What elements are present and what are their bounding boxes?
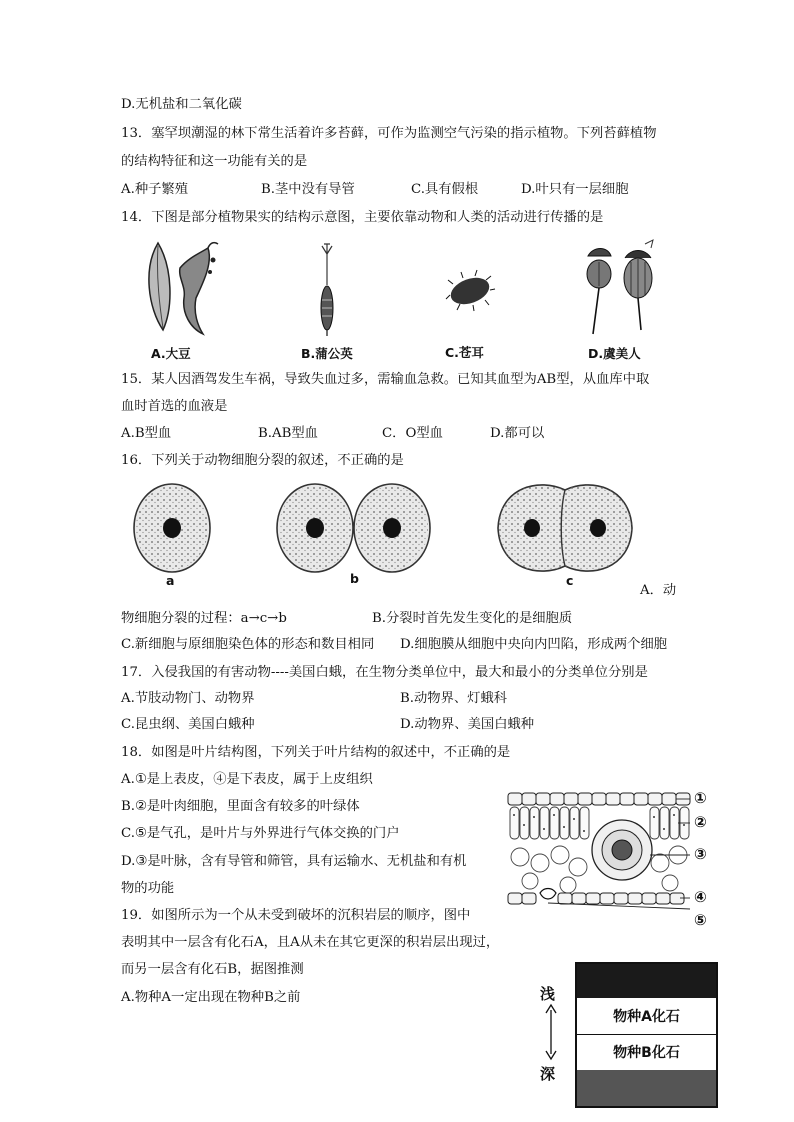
q13-option-d: D.叶只有一层细胞 [521, 182, 629, 197]
q15-option-d: D.都可以 [490, 426, 545, 441]
leaf-label-1: ① [694, 789, 707, 807]
q13-option-b: B.茎中没有导管 [261, 182, 355, 197]
q13-option-c: C.具有假根 [411, 182, 479, 197]
q12-option-d: D.无机盐和二氧化碳 [121, 97, 242, 112]
q15-option-a: A.B型血 [121, 426, 172, 441]
leaf-label-2: ② [694, 813, 707, 831]
stratum-fossil-b [577, 1034, 716, 1070]
q17-option-b: B.动物界、灯蛾科 [400, 691, 508, 706]
q19-stem-line2: 表明其中一层含有化石A，且A从未在其它更深的积岩层出现过， [121, 935, 500, 950]
cocklebur-figure [445, 270, 495, 312]
leaf-cross-section-figure [500, 785, 725, 920]
stratum-fossil-a [577, 998, 716, 1035]
stratum-top [577, 964, 716, 998]
q16-option-d: D.细胞膜从细胞中央向内凹陷，形成两个细胞 [400, 637, 668, 652]
stratum-fossil-a-label: 物种A化石 [613, 1009, 680, 1025]
stratum-bottom [577, 1070, 716, 1106]
q13-stem-line1: 13．塞罕坝潮湿的林下常生活着许多苔藓，可作为监测空气污染的指示植物。下列苔藓植物 [121, 126, 657, 141]
rock-strata-figure [575, 962, 718, 1108]
dandelion-seed-figure [312, 240, 342, 340]
stratum-fossil-b-label: 物种B化石 [613, 1045, 680, 1061]
q15-option-c: C．O型血 [382, 426, 443, 441]
q15-stem-line2: 血时首选的血液是 [121, 399, 228, 414]
soybean-figure [138, 238, 228, 338]
q18-option-a: A.①是上表皮，④是下表皮，属于上皮组织 [121, 772, 373, 787]
q15-option-b: B.AB型血 [258, 426, 318, 441]
cell-division-figure [120, 480, 640, 590]
q18-stem: 18．如图是叶片结构图，下列关于叶片结构的叙述中，不正确的是 [121, 745, 511, 760]
q16-option-c: C.新细胞与原细胞染色体的形态和数目相同 [121, 637, 375, 652]
q16-fig-label-a: a [166, 573, 175, 588]
poppy-capsule-figure [583, 238, 663, 338]
q17-option-c: C.昆虫纲、美国白蛾种 [121, 717, 255, 732]
q19-stem-line3: 而另一层含有化石B，据图推测 [121, 962, 304, 977]
q16-fig-label-b: b [350, 571, 359, 586]
leaf-label-4: ④ [694, 888, 707, 906]
q16-option-a-part1: A．动 [640, 583, 677, 598]
depth-arrow-icon [545, 1004, 557, 1060]
q14-stem: 14．下图是部分植物果实的结构示意图，主要依靠动物和人类的活动进行传播的是 [121, 210, 604, 225]
q18-option-b: B.②是叶肉细胞，里面含有较多的叶绿体 [121, 799, 360, 814]
q18-option-d-line2: 物的功能 [121, 881, 175, 896]
depth-label-deep: 深 [540, 1065, 556, 1083]
q18-option-d-line1: D.③是叶脉，含有导管和筛管，具有运输水、无机盐和有机 [121, 854, 467, 869]
q14-caption-d: D.虞美人 [588, 346, 641, 361]
q16-option-b: B.分裂时首先发生变化的是细胞质 [372, 611, 573, 626]
q18-option-c: C.⑤是气孔，是叶片与外界进行气体交换的门户 [121, 826, 400, 841]
q13-stem-line2: 的结构特征和这一功能有关的是 [121, 154, 308, 169]
q15-stem-line1: 15．某人因酒驾发生车祸，导致失血过多，需输血急救。已知其血型为AB型，从血库中取 [121, 372, 650, 387]
q14-caption-a: A.大豆 [151, 346, 191, 361]
leaf-label-3: ③ [694, 845, 707, 863]
q14-caption-b: B.蒲公英 [301, 346, 353, 361]
q19-stem-line1: 19．如图所示为一个从未受到破坏的沉积岩层的顺序，图中 [121, 908, 471, 923]
leaf-label-5: ⑤ [694, 911, 707, 929]
q17-stem: 17．入侵我国的有害动物----美国白蛾，在生物分类单位中，最大和最小的分类单位分别是 [121, 665, 648, 680]
q16-stem: 16．下列关于动物细胞分裂的叙述，不正确的是 [121, 453, 404, 468]
q16-fig-label-c: c [566, 573, 574, 588]
q14-caption-c: C.苍耳 [445, 345, 484, 360]
q19-option-a: A.物种A一定出现在物种B之前 [121, 990, 301, 1005]
q17-option-d: D.动物界、美国白蛾种 [400, 717, 535, 732]
q16-option-a-part2: 物细胞分裂的过程：a→c→b [121, 611, 287, 626]
q13-option-a: A.种子繁殖 [121, 182, 189, 197]
q17-option-a: A.节肢动物门、动物界 [121, 691, 255, 706]
depth-label-shallow: 浅 [540, 985, 556, 1003]
